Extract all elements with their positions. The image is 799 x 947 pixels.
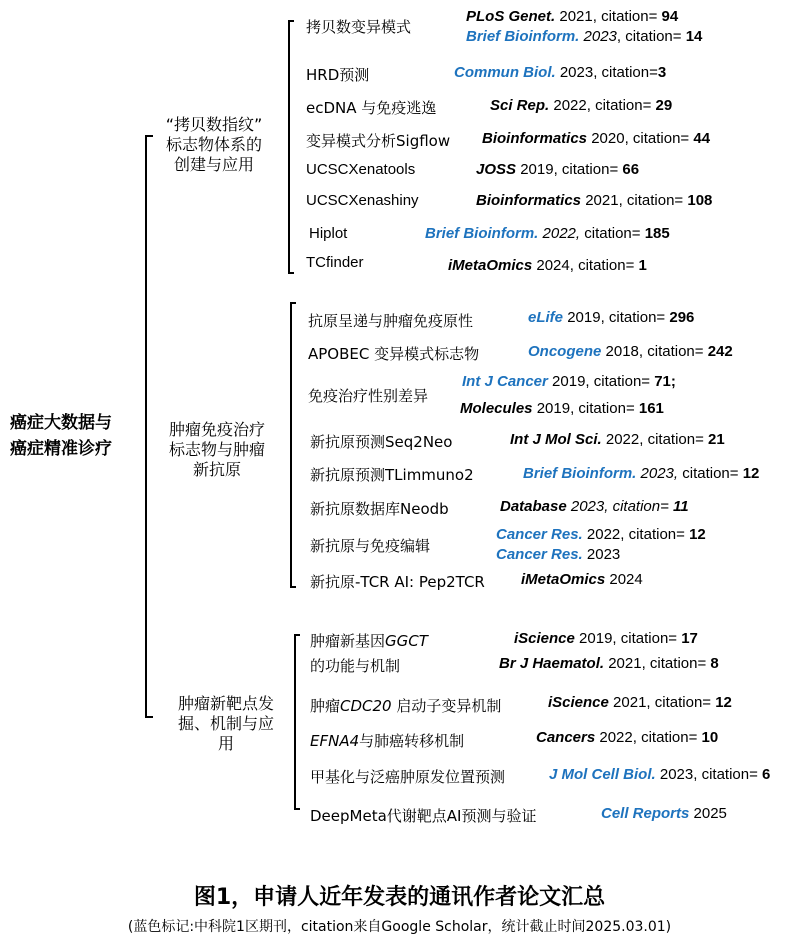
citation-prefix: , citation= xyxy=(585,373,651,390)
publication xyxy=(425,225,670,242)
pub-year: 2025 xyxy=(693,805,727,822)
journal-name: Cancer Res. xyxy=(496,546,583,563)
journal-name: Brief Bioinform. xyxy=(523,465,637,482)
journal-name: Database xyxy=(500,498,567,515)
citation-count: 94 xyxy=(661,8,679,25)
citation-prefix: , citation= xyxy=(553,161,619,178)
item-label: Hiplot xyxy=(309,225,348,242)
item-label: 新抗原预测TLimmuno2 xyxy=(310,466,474,484)
pub-year: 2023 xyxy=(583,28,617,45)
citation-count: 10 xyxy=(701,729,719,746)
publication xyxy=(601,805,727,822)
publication xyxy=(528,309,694,326)
pub-year: 2021 xyxy=(559,8,593,25)
label-part: 与肺癌转移机制 xyxy=(359,732,465,750)
category-line: 用 xyxy=(217,734,234,753)
item-label: 新抗原数据库Neodb xyxy=(310,500,449,518)
publication xyxy=(548,694,732,711)
pub-year: 2021 xyxy=(613,694,647,711)
citation-prefix: , citation= xyxy=(632,729,698,746)
gene-name: EFNA4 xyxy=(310,732,360,750)
pub-year: 2023, xyxy=(640,465,679,482)
citation-count: 161 xyxy=(638,400,664,417)
citation-prefix: , citation= xyxy=(586,97,652,114)
pub-year: 2018 xyxy=(605,343,639,360)
citation-count: 242 xyxy=(707,343,733,360)
citation-prefix: , citation= xyxy=(592,8,658,25)
publication xyxy=(496,526,706,543)
gene-name: CDC20 xyxy=(340,697,392,715)
journal-name: Brief Bioinform. xyxy=(425,225,539,242)
item-label: 新抗原-TCR AI: Pep2TCR xyxy=(310,573,485,591)
category-line: “拷贝数指纹” xyxy=(165,115,263,134)
item-label: 新抗原预测Seq2Neo xyxy=(310,433,453,451)
journal-name: Bioinformatics xyxy=(482,130,588,147)
main-bracket-vertical xyxy=(145,135,147,718)
publication xyxy=(496,546,620,563)
group1-bottom-tick xyxy=(288,272,294,274)
item-label: APOBEC 变异模式标志物 xyxy=(308,345,480,363)
group2-top-tick xyxy=(290,302,296,304)
pub-year: 2022 xyxy=(599,729,633,746)
journal-name: iMetaOmics xyxy=(448,257,533,274)
journal-name: Bioinformatics xyxy=(476,192,582,209)
citation-prefix: , citation= xyxy=(693,766,758,783)
journal-name: JOSS xyxy=(476,161,517,178)
citation-count: 21 xyxy=(708,431,725,448)
citation-count: 12 xyxy=(689,526,706,543)
item-label-ggct xyxy=(310,630,428,651)
category-line: 新抗原 xyxy=(192,460,241,479)
journal-name: iScience xyxy=(514,630,575,647)
citation-count: 29 xyxy=(655,97,673,114)
group2-bracket xyxy=(290,302,292,588)
pub-year: 2020 xyxy=(591,130,625,147)
pub-year: 2019 xyxy=(536,400,571,417)
item-label: UCSCXenatools xyxy=(306,161,416,178)
pub-year: 2019 xyxy=(552,373,586,390)
publication xyxy=(466,8,678,25)
journal-name: Cell Reports xyxy=(601,805,690,822)
pub-year: 2019 xyxy=(520,161,554,178)
item-label: 变异模式分析Sigflow xyxy=(306,132,451,150)
pub-year: 2023 xyxy=(586,546,621,563)
category-immunotherapy xyxy=(156,420,278,480)
citation-count: 8 xyxy=(710,655,719,672)
citation-prefix: , citation= xyxy=(624,130,690,147)
label-part: 肿瘤 xyxy=(310,697,341,715)
journal-name: PLoS Genet. xyxy=(466,8,556,25)
item-label: ecDNA 与免疫逃逸 xyxy=(306,99,437,117)
journal-name: Br J Haematol. xyxy=(499,655,605,672)
citation-count: 14 xyxy=(685,28,703,45)
publication xyxy=(528,343,733,360)
journal-name: Brief Bioinform. xyxy=(466,28,580,45)
pub-year: 2019 xyxy=(579,630,613,647)
group3-top-tick xyxy=(294,634,300,636)
journal-name: iScience xyxy=(548,694,609,711)
publication xyxy=(521,571,643,588)
citation-count: 12 xyxy=(715,694,732,711)
journal-name: Int J Mol Sci. xyxy=(510,431,602,448)
journal-name: Oncogene xyxy=(528,343,602,360)
pub-year: 2024 xyxy=(536,257,570,274)
category-line: 肿瘤免疫治疗 xyxy=(168,420,265,439)
citation-prefix: citation= xyxy=(678,465,739,482)
item-label: UCSCXenashiny xyxy=(306,192,419,209)
pub-year: 2021 xyxy=(608,655,642,672)
item-label: 甲基化与泛癌肿原发位置预测 xyxy=(310,768,506,786)
publication xyxy=(476,192,712,209)
citation-prefix: , citation= xyxy=(612,630,678,647)
citation-prefix: , citation= xyxy=(569,257,635,274)
citation-count: 108 xyxy=(687,192,713,209)
main-bracket-bottom-tick xyxy=(145,716,153,718)
category-line: 肿瘤新靶点发 xyxy=(177,694,274,713)
category-copy-number xyxy=(152,115,276,175)
publication xyxy=(549,766,770,783)
publication xyxy=(514,630,698,647)
group1-bracket xyxy=(288,20,290,274)
item-label: TCfinder xyxy=(306,254,364,271)
journal-name: eLife xyxy=(528,309,564,326)
pub-year: 2023 xyxy=(559,64,594,81)
citation-count: 185 xyxy=(644,225,670,242)
publication xyxy=(482,130,710,147)
journal-name: Cancer Res. xyxy=(496,526,583,543)
citation-prefix: , citation= xyxy=(616,28,682,45)
pub-year: 2022 xyxy=(553,97,587,114)
citation-prefix: , citation= xyxy=(570,400,635,417)
item-label-cdc20 xyxy=(310,695,501,716)
publication xyxy=(476,161,639,178)
publication xyxy=(500,498,689,515)
citation-count: 17 xyxy=(681,630,698,647)
group3-bracket xyxy=(294,634,296,810)
citation-prefix: , citation= xyxy=(641,655,707,672)
item-label-line2: 的功能与机制 xyxy=(310,657,401,675)
citation-count: 71; xyxy=(654,373,676,390)
journal-name: J Mol Cell Biol. xyxy=(549,766,656,783)
category-new-targets xyxy=(160,694,292,754)
citation-prefix: , citation= xyxy=(620,526,685,543)
publication xyxy=(499,655,719,672)
publication xyxy=(454,64,666,81)
journal-name: Molecules xyxy=(460,400,533,417)
citation-count: 6 xyxy=(762,766,771,783)
group3-bottom-tick xyxy=(294,808,300,810)
item-label: 拷贝数变异模式 xyxy=(306,18,412,36)
citation-prefix: , citation= xyxy=(646,694,712,711)
citation-prefix: , citation= xyxy=(593,64,658,81)
label-part: 肿瘤新基因 xyxy=(310,632,386,650)
pub-year: 2022, xyxy=(542,225,581,242)
publication xyxy=(510,431,725,448)
citation-count: 11 xyxy=(673,498,689,515)
group2-bottom-tick xyxy=(290,586,296,588)
item-label: HRD预测 xyxy=(306,66,370,84)
pub-year: 2024 xyxy=(609,571,643,588)
gene-name: GGCT xyxy=(385,632,428,650)
citation-count: 1 xyxy=(638,257,647,274)
publication xyxy=(536,729,718,746)
item-label: 免疫治疗性别差异 xyxy=(308,387,429,405)
citation-prefix: , citation= xyxy=(638,343,704,360)
citation-prefix: , citation= xyxy=(618,192,684,209)
root-node xyxy=(10,410,112,462)
citation-count: 296 xyxy=(669,309,695,326)
group1-top-tick xyxy=(288,20,294,22)
citation-count: 12 xyxy=(742,465,760,482)
citation-count: 44 xyxy=(693,130,711,147)
publication xyxy=(490,97,672,114)
citation-prefix: , citation= xyxy=(639,431,704,448)
root-line-2: 癌症精准诊疗 xyxy=(10,439,112,459)
figure-title: 图1，申请人近年发表的通讯作者论文汇总 xyxy=(193,885,606,910)
figure-note: (蓝色标记:中科院1区期刊，citation来自Google Scholar，统计截止时间2025.03.01) xyxy=(127,919,672,935)
publication xyxy=(448,257,647,274)
pub-year: 2022 xyxy=(605,431,640,448)
citation-prefix: , citation= xyxy=(600,309,666,326)
item-label-efna4 xyxy=(310,730,464,751)
journal-name: Commun Biol. xyxy=(454,64,556,81)
pub-year: 2023 xyxy=(659,766,694,783)
journal-name: Cancers xyxy=(536,729,596,746)
publication xyxy=(523,465,759,482)
pub-year: 2019 xyxy=(567,309,601,326)
item-label: 新抗原与免疫编辑 xyxy=(310,537,431,555)
pub-year: 2023, citation= xyxy=(570,498,669,515)
citation-count: 66 xyxy=(622,161,640,178)
pub-year: 2022 xyxy=(586,526,621,543)
citation-prefix: citation= xyxy=(580,225,641,242)
publication xyxy=(462,373,676,390)
journal-name: iMetaOmics xyxy=(521,571,606,588)
item-label: 抗原呈递与肿瘤免疫原性 xyxy=(308,312,474,330)
journal-name: Sci Rep. xyxy=(490,97,550,114)
category-line: 标志物与肿瘤 xyxy=(168,440,265,459)
root-line-1: 癌症大数据与 xyxy=(10,413,112,433)
item-label: DeepMeta代谢靶点AI预测与验证 xyxy=(310,807,537,825)
category-line: 标志物体系的 xyxy=(165,135,262,154)
journal-name: Int J Cancer xyxy=(462,373,548,390)
citation-count: 3 xyxy=(657,64,667,81)
pub-year: 2021 xyxy=(585,192,619,209)
category-line: 创建与应用 xyxy=(173,155,254,174)
publication xyxy=(466,28,702,45)
label-part: 启动子变异机制 xyxy=(391,697,502,715)
publication xyxy=(460,400,664,417)
category-line: 掘、机制与应 xyxy=(177,714,274,733)
